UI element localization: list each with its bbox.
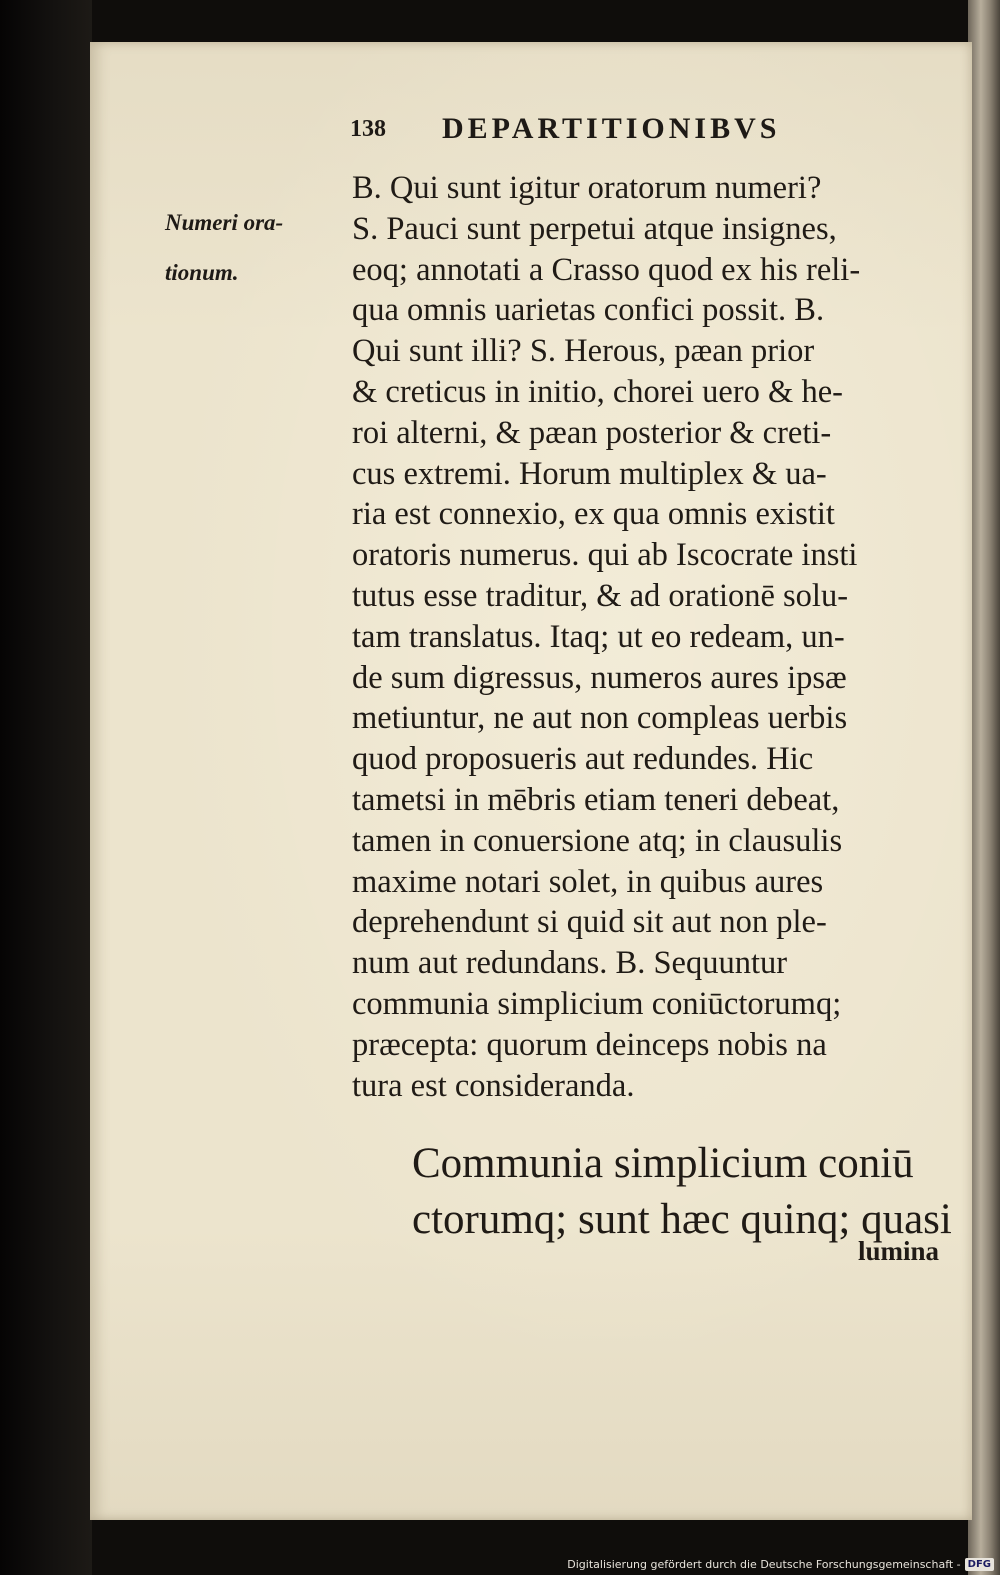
text-line: metiuntur, ne aut non compleas uerbis xyxy=(352,700,848,737)
dfg-logo-icon: DFG xyxy=(965,1558,994,1571)
text-line: eoq; annotati a Crasso quod ex his reli- xyxy=(352,251,861,288)
section-heading xyxy=(412,1136,982,1248)
left-background-edge xyxy=(0,0,92,1575)
text-line: maxime notari solet, in quibus aures xyxy=(352,863,824,900)
text-line: tamen in conuersione atq; in clausulis xyxy=(352,822,843,859)
section-heading-line: ctorumq; sunt hæc quinq; quasi xyxy=(412,1196,952,1243)
page-number: 138 xyxy=(350,116,386,142)
text-line: tam translatus. Itaq; ut eo redeam, un- xyxy=(352,618,845,655)
text-line: tura est consideranda. xyxy=(352,1067,635,1104)
text-line: num aut redundans. B. Sequuntur xyxy=(352,945,788,982)
catchword: lumina xyxy=(858,1236,940,1266)
text-line: tametsi in mēbris etiam teneri debeat, xyxy=(352,781,840,818)
text-line: de sum digressus, numeros aures ipsæ xyxy=(352,659,847,696)
text-line: cus extremi. Horum multiplex & ua- xyxy=(352,455,827,492)
marginal-note xyxy=(165,198,345,298)
text-line: quod proposueris aut redundes. Hic xyxy=(352,741,814,778)
running-head xyxy=(350,112,880,152)
text-line: roi alterni, & pæan posterior & creti- xyxy=(352,414,832,451)
section-heading-line: Communia simplicium coniū xyxy=(412,1140,914,1187)
book-edge xyxy=(968,0,1000,1575)
text-line: Qui sunt illi? S. Herous, pæan prior xyxy=(352,333,815,370)
text-line: B. Qui sunt igitur oratorum numeri? xyxy=(352,170,822,206)
text-line: tutus esse traditur, & ad orationē solu- xyxy=(352,577,849,614)
body-text xyxy=(352,168,972,1106)
marginal-note-line: tionum. xyxy=(165,260,239,285)
text-line: ria est connexio, ex qua omnis existit xyxy=(352,496,835,533)
text-line: S. Pauci sunt perpetui atque insignes, xyxy=(352,210,837,247)
text-line: deprehendunt si quid sit aut non ple- xyxy=(352,904,827,941)
credit-text: Digitalisierung gefördert durch die Deutsche Forschungsgemeinschaft - xyxy=(567,1558,961,1571)
text-line: oratoris numerus. qui ab Iscocrate insti xyxy=(352,537,858,574)
running-title: DEPARTITIONIBVS xyxy=(442,112,781,145)
digitization-credit xyxy=(567,1558,994,1571)
text-line: communia simplicium coniūctorumq; xyxy=(352,985,842,1022)
text-line: præcepta: quorum deinceps nobis na xyxy=(352,1026,827,1063)
text-line: & creticus in initio, chorei uero & he- xyxy=(352,373,843,410)
marginal-note-line: Numeri ora- xyxy=(165,210,284,235)
text-line: qua omnis uarietas confici possit. B. xyxy=(352,292,825,329)
